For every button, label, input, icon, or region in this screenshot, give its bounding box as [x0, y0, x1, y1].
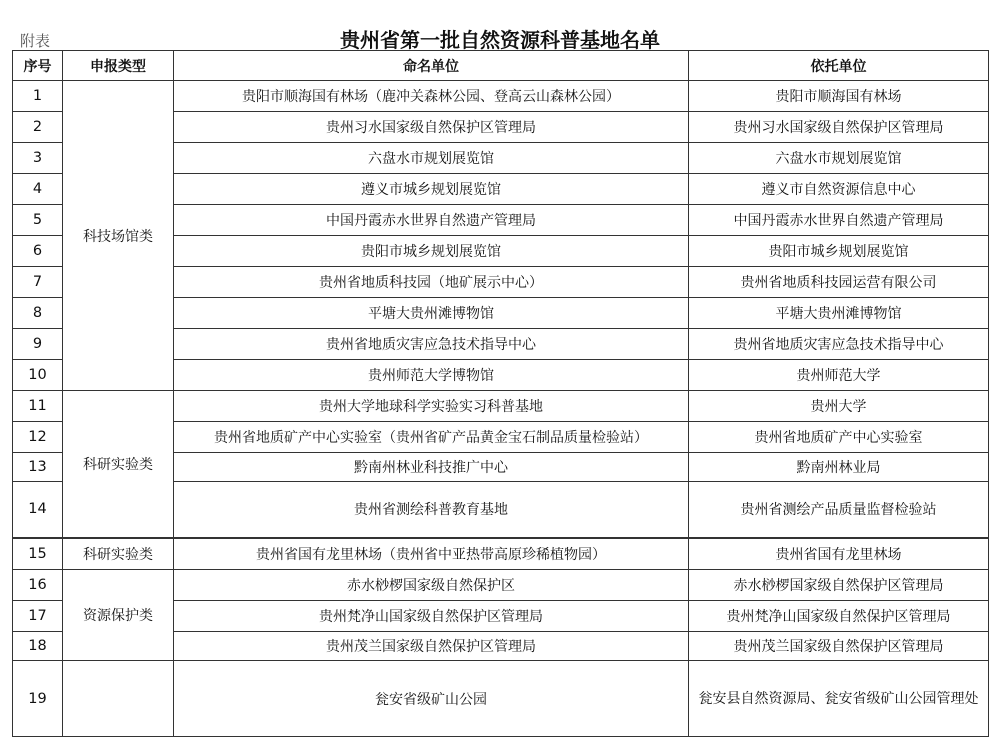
group-type-cell-empty	[63, 661, 174, 737]
row-org: 瓮安县自然资源局、瓮安省级矿山公园管理处	[689, 661, 989, 737]
group-type-cell: 资源保护类	[63, 570, 174, 661]
row-name: 贵州大学地球科学实验实习科普基地	[174, 391, 689, 422]
row-name: 赤水桫椤国家级自然保护区	[174, 570, 689, 601]
group-type-cell: 科研实验类	[63, 538, 174, 570]
table-row	[13, 538, 989, 570]
row-no: 18	[13, 632, 63, 661]
row-no: 4	[13, 174, 63, 205]
row-no: 19	[13, 661, 63, 737]
table-row	[13, 570, 989, 601]
group-type-cell: 科研实验类	[63, 391, 174, 538]
group-type-cell: 科技场馆类	[63, 81, 174, 391]
row-no: 14	[13, 482, 63, 538]
row-no: 5	[13, 205, 63, 236]
row-org: 贵州省地质灾害应急技术指导中心	[689, 329, 989, 360]
row-org: 贵阳市城乡规划展览馆	[689, 236, 989, 267]
document-title: 贵州省第一批自然资源科普基地名单	[340, 28, 660, 52]
row-org: 贵州师范大学	[689, 360, 989, 391]
row-name: 贵阳市顺海国有林场（鹿冲关森林公园、登高云山森林公园）	[174, 81, 689, 112]
table-header-row	[13, 51, 989, 81]
row-org: 遵义市自然资源信息中心	[689, 174, 989, 205]
row-no: 2	[13, 112, 63, 143]
row-org: 六盘水市规划展览馆	[689, 143, 989, 174]
row-org: 贵州省测绘产品质量监督检验站	[689, 482, 989, 538]
row-org: 平塘大贵州滩博物馆	[689, 298, 989, 329]
header-name: 命名单位	[174, 51, 689, 81]
row-org: 赤水桫椤国家级自然保护区管理局	[689, 570, 989, 601]
row-name: 贵州省国有龙里林场（贵州省中亚热带高原珍稀植物园）	[174, 538, 689, 570]
row-org: 黔南州林业局	[689, 453, 989, 482]
row-no: 3	[13, 143, 63, 174]
row-name: 贵州师范大学博物馆	[174, 360, 689, 391]
row-no: 10	[13, 360, 63, 391]
row-no: 15	[13, 538, 63, 570]
row-name: 平塘大贵州滩博物馆	[174, 298, 689, 329]
row-name: 中国丹霞赤水世界自然遗产管理局	[174, 205, 689, 236]
row-name: 贵阳市城乡规划展览馆	[174, 236, 689, 267]
row-name: 遵义市城乡规划展览馆	[174, 174, 689, 205]
row-name: 贵州梵净山国家级自然保护区管理局	[174, 601, 689, 632]
row-no: 13	[13, 453, 63, 482]
row-org: 贵州省国有龙里林场	[689, 538, 989, 570]
header-type: 申报类型	[63, 51, 174, 81]
row-name: 六盘水市规划展览馆	[174, 143, 689, 174]
header-no: 序号	[13, 51, 63, 81]
row-name: 瓮安省级矿山公园	[174, 661, 689, 737]
row-no: 9	[13, 329, 63, 360]
row-name: 贵州习水国家级自然保护区管理局	[174, 112, 689, 143]
row-no: 12	[13, 422, 63, 453]
row-org: 贵州茂兰国家级自然保护区管理局	[689, 632, 989, 661]
row-name: 黔南州林业科技推广中心	[174, 453, 689, 482]
row-no: 1	[13, 81, 63, 112]
row-no: 17	[13, 601, 63, 632]
row-name: 贵州省地质科技园（地矿展示中心）	[174, 267, 689, 298]
table-row	[13, 661, 989, 737]
row-org: 贵州梵净山国家级自然保护区管理局	[689, 601, 989, 632]
row-org: 中国丹霞赤水世界自然遗产管理局	[689, 205, 989, 236]
row-org: 贵州习水国家级自然保护区管理局	[689, 112, 989, 143]
row-no: 6	[13, 236, 63, 267]
row-name: 贵州省测绘科普教育基地	[174, 482, 689, 538]
row-no: 8	[13, 298, 63, 329]
row-name: 贵州省地质矿产中心实验室（贵州省矿产品黄金宝石制品质量检验站）	[174, 422, 689, 453]
table-row	[13, 81, 989, 112]
table-row	[13, 391, 989, 422]
appendix-label: 附表	[20, 32, 51, 50]
header-org: 依托单位	[689, 51, 989, 81]
row-org: 贵州省地质矿产中心实验室	[689, 422, 989, 453]
row-org: 贵州大学	[689, 391, 989, 422]
row-no: 16	[13, 570, 63, 601]
row-name: 贵州茂兰国家级自然保护区管理局	[174, 632, 689, 661]
row-no: 7	[13, 267, 63, 298]
row-org: 贵阳市顺海国有林场	[689, 81, 989, 112]
science-base-table	[12, 50, 989, 737]
row-no: 11	[13, 391, 63, 422]
row-name: 贵州省地质灾害应急技术指导中心	[174, 329, 689, 360]
row-org: 贵州省地质科技园运营有限公司	[689, 267, 989, 298]
